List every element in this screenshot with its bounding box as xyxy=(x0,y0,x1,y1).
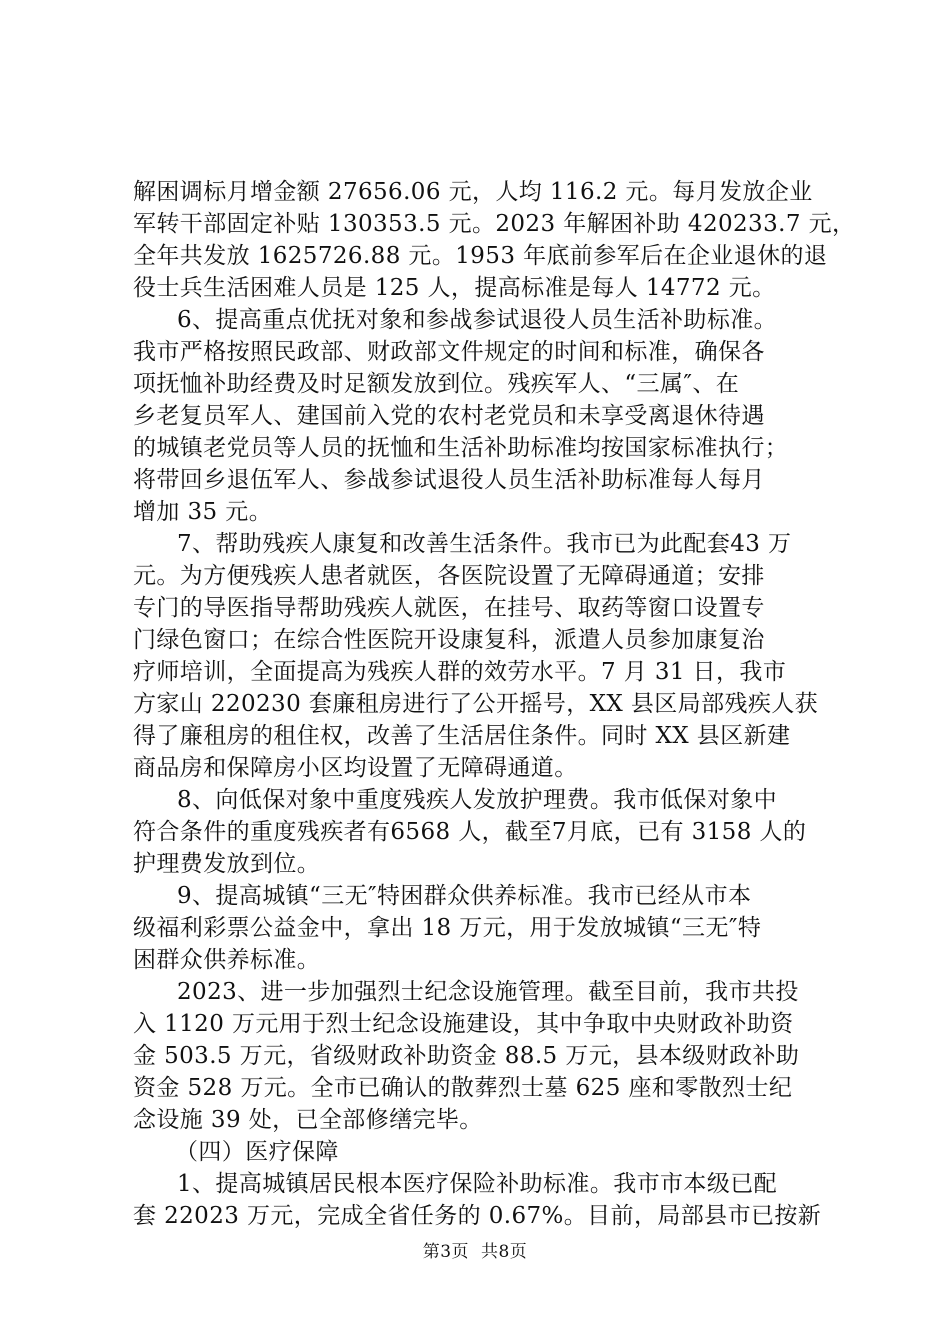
text-line: 困群众供养标准。 xyxy=(133,947,321,973)
text-line: 解困调标月增金额 27656.06 元，人均 116.2 元。每月发放企业 xyxy=(133,179,813,205)
text-line: 套 22023 万元，完成全省任务的 0.67%。目前，局部县市已按新 xyxy=(133,1203,822,1229)
text-line: 级福利彩票公益金中，拿出 18 万元，用于发放城镇“三无″特 xyxy=(133,915,762,941)
text-line: 资金 528 万元。全市已确认的散葬烈士墓 625 座和零散烈士纪 xyxy=(133,1075,793,1101)
text-line: 元。为方便残疾人患者就医，各医院设置了无障碍通道；安排 xyxy=(133,563,765,589)
text-line: 军转干部固定补贴 130353.5 元。2023 年解困补助 420233.7 元， xyxy=(133,211,856,237)
text-line: 门绿色窗口；在综合性医院开设康复科，派遣人员参加康复治 xyxy=(133,627,765,653)
text-line: 符合条件的重度残疾者有6568 人，截至7月底，已有 3158 人的 xyxy=(133,819,807,845)
text-line: 乡老复员军人、建国前入党的农村老党员和未享受离退休待遇 xyxy=(133,403,765,429)
text-line: 增加 35 元。 xyxy=(133,499,273,525)
text-line: 入 1120 万元用于烈士纪念设施建设，其中争取中央财政补助资 xyxy=(133,1011,794,1037)
page-footer xyxy=(0,1237,950,1262)
page-number: 第3页 xyxy=(422,1242,470,1262)
document-body xyxy=(133,176,856,1232)
text-line: 商品房和保障房小区均设置了无障碍通道。 xyxy=(133,755,578,781)
paragraph-start: 7、帮助残疾人康复和改善生活条件。我市已为此配套43 万 xyxy=(177,531,792,557)
text-line: 役士兵生活困难人员是 125 人，提高标准是每人 14772 元。 xyxy=(133,275,776,301)
paragraph-start: 6、提高重点优抚对象和参战参试退役人员生活补助标准。 xyxy=(177,307,778,333)
text-line: 我市严格按照民政部、财政部文件规定的时间和标准，确保各 xyxy=(133,339,765,365)
text-line: 得了廉租房的租住权，改善了生活居住条件。同时 XX 县区新建 xyxy=(133,723,791,749)
paragraph-start: 2023、进一步加强烈士纪念设施管理。截至目前，我市共投 xyxy=(177,979,799,1005)
text-line: 项抚恤补助经费及时足额发放到位。残疾军人、“三属″、在 xyxy=(133,371,740,397)
text-line: 护理费发放到位。 xyxy=(133,851,321,877)
paragraph-start: 9、提高城镇“三无″特困群众供养标准。我市已经从市本 xyxy=(177,883,752,909)
section-heading: （四）医疗保障 xyxy=(175,1139,339,1165)
text-line: 金 503.5 万元，省级财政补助资金 88.5 万元，县本级财政补助 xyxy=(133,1043,800,1069)
text-line: 方家山 220230 套廉租房进行了公开摇号，XX 县区局部残疾人获 xyxy=(133,691,819,717)
paragraph-start: 8、向低保对象中重度残疾人发放护理费。我市低保对象中 xyxy=(177,787,778,813)
text-line: 将带回乡退伍军人、参战参试退役人员生活补助标准每人每月 xyxy=(133,467,765,493)
paragraph-start: 1、提高城镇居民根本医疗保险补助标准。我市市本级已配 xyxy=(177,1171,778,1197)
text-line: 疗师培训，全面提高为残疾人群的效劳水平。7 月 31 日，我市 xyxy=(133,659,787,685)
text-line: 念设施 39 处，已全部修缮完毕。 xyxy=(133,1107,483,1133)
text-line: 全年共发放 1625726.88 元。1953 年底前参军后在企业退休的退 xyxy=(133,243,828,269)
text-line: 的城镇老党员等人员的抚恤和生活补助标准均按国家标准执行； xyxy=(133,435,789,461)
text-line: 专门的导医指导帮助残疾人就医，在挂号、取药等窗口设置专 xyxy=(133,595,765,621)
page-total: 共8页 xyxy=(480,1242,528,1262)
